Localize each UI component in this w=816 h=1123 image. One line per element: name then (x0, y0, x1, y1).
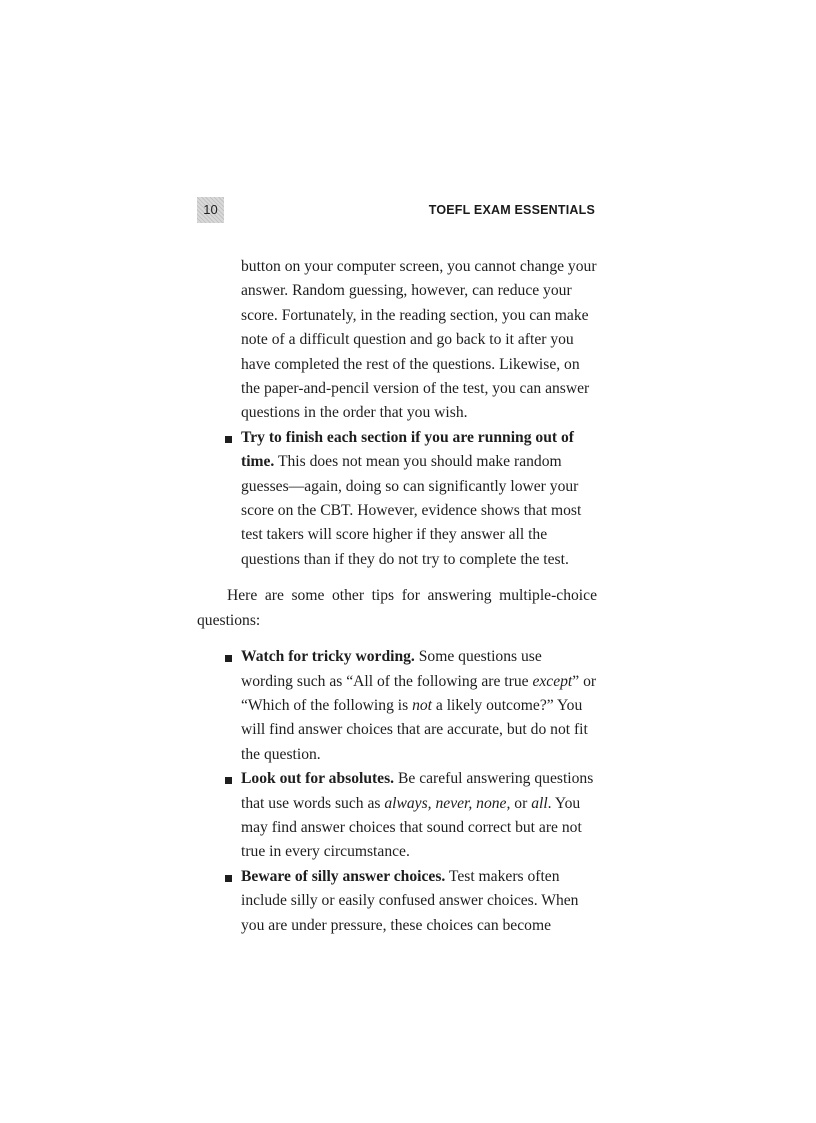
emphasis: except (532, 672, 573, 690)
square-bullet-icon (225, 875, 232, 882)
page-number: 10 (197, 197, 224, 223)
emphasis: all (531, 794, 548, 812)
tip-list-second (197, 645, 597, 938)
tip-text: . You may find answer choices that sound correct but are not true in every circumstance. (241, 794, 582, 861)
tip-text: Some questions use wording such as “All of the following are true (241, 648, 542, 690)
continued-text: button on your computer screen, you cannot change your answer. Random guessing, however, can reduce your score. Fortunately, in the reading section, you can make note of a difficult question and go back to it after you have completed the rest of the questions. Likewise, on the paper-and-pencil version of the test, you can answer questions in the order that you wish. (241, 258, 597, 422)
list-item (197, 426, 597, 572)
tip-heading: Watch for tricky wording. (241, 648, 415, 666)
tip-text: a likely outcome?” You will find answer choices that are accurate, but do not fit the question. (241, 696, 588, 763)
tip-list-first (197, 426, 597, 572)
square-bullet-icon (225, 777, 232, 784)
tip-heading: Beware of silly answer choices. (241, 867, 446, 885)
intro-paragraph: Here are some other tips for answering multiple-choice questions: (197, 587, 597, 629)
tip-text: Be careful answering questions that use words such as (241, 770, 594, 812)
tip-text: or (510, 794, 532, 812)
list-item (197, 865, 597, 938)
list-item (197, 767, 597, 865)
tip-heading: Look out for absolutes. (241, 770, 395, 788)
tip-text: ” or “Which of the following is (241, 672, 597, 714)
running-head: TOEFL EXAM ESSENTIALS (428, 203, 595, 217)
page-body (197, 255, 597, 938)
emphasis: not (412, 696, 432, 714)
square-bullet-icon (225, 655, 232, 662)
page-header (197, 197, 595, 223)
tip-text: This does not mean you should make random guesses—again, doing so can significantly lower your score on the CBT. However, evidence shows that most test takers will score higher if they answer all the questions than if they do not try to complete the test. (241, 453, 582, 568)
list-item (197, 645, 597, 767)
tip-heading: Try to finish each section if you are running out of time. (241, 428, 574, 471)
tip-text: Test makers often include silly or easily confused answer choices. When you are under pressure, these choices can become (241, 867, 579, 934)
emphasis: always, never, none, (384, 794, 511, 812)
square-bullet-icon (225, 436, 232, 443)
